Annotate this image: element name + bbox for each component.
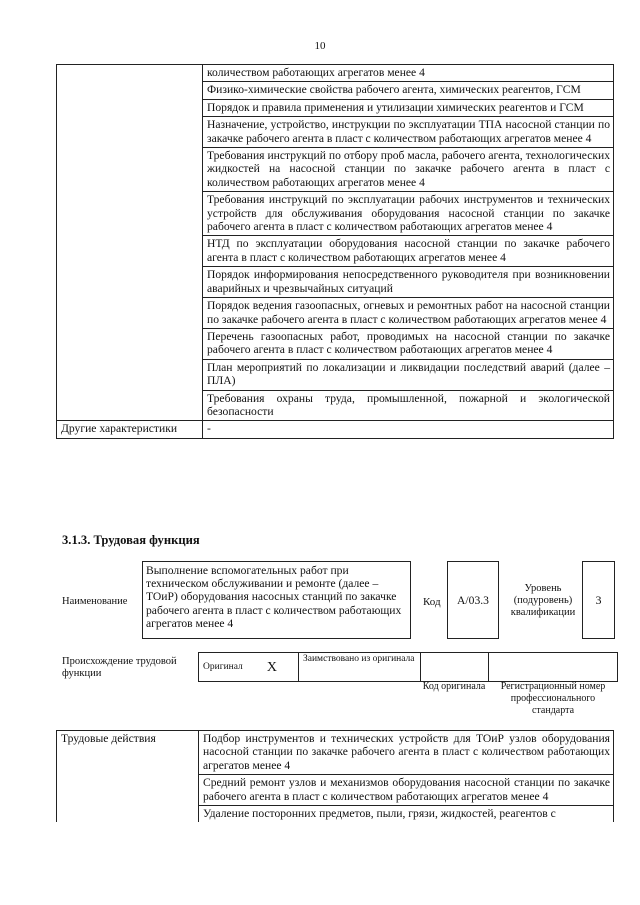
knowledge-item: Порядок и правила применения и утилизации химических реагентов и ГСМ: [203, 99, 614, 116]
original-mark: X: [266, 659, 277, 675]
knowledge-item: Требования инструкций по эксплуатации рабочих инструментов и технических устройств для обслуживания оборудования насосной станции по закачке рабочего агента в пласт с количеством работающих агрегатов менее 4: [203, 192, 614, 236]
reg-number-caption: Регистрационный номер профессионального стандарта: [500, 681, 606, 716]
knowledge-item: Порядок информирования непосредственного руководителя при возникновении аварийных и чрезвычайных ситуаций: [203, 267, 614, 298]
original-label: Оригинал: [203, 661, 243, 672]
labor-actions-label: Трудовые действия: [57, 731, 199, 823]
page-number: 10: [314, 40, 326, 52]
original-code-cell: [421, 653, 489, 681]
qualification-level-box: 3: [582, 561, 615, 639]
original-code-caption: Код оригинала: [422, 681, 486, 692]
origin-box: [198, 652, 618, 682]
labor-action-item: Подбор инструментов и технических устройств для ТОиР узлов оборудования насосной станции по закачке рабочего агента в пласт с количеством работающих агрегатов менее 4: [199, 731, 614, 775]
knowledge-label-cell: [57, 65, 203, 421]
function-code-box: А/03.3: [447, 561, 499, 639]
knowledge-item: НТД по эксплуатации оборудования насосной станции по закачке рабочего агента в пласт с количеством работающих агрегатов менее 4: [203, 236, 614, 267]
qualification-level-label: Уровень (подуровень) квалификации: [510, 583, 576, 618]
original-cell: [199, 653, 299, 681]
knowledge-item: Порядок ведения газоопасных, огневых и ремонтных работ на насосной станции по закачке рабочего агента в пласт с количеством работающих агрегатов менее 4: [203, 298, 614, 329]
labor-action-item: Удаление посторонних предметов, пыли, грязи, жидкостей, реагентов с: [199, 806, 614, 823]
reg-number-cell: [489, 653, 617, 681]
function-name-box: Выполнение вспомогательных работ при техническом обслуживании и ремонте (далее – ТОиР) оборудования насосных станций по закачке рабочего агента в пласт с количеством работающих агрегатов менее 4: [142, 561, 411, 639]
knowledge-item: Требования охраны труда, промышленной, пожарной и экологической безопасности: [203, 390, 614, 421]
knowledge-item: План мероприятий по локализации и ликвидации последствий аварий (далее – ПЛА): [203, 359, 614, 390]
knowledge-item: количеством работающих агрегатов менее 4: [203, 65, 614, 82]
other-characteristics-value: -: [203, 421, 614, 438]
knowledge-item: Назначение, устройство, инструкции по эксплуатации ТПА насосной станции по закачке рабочего агента в пласт с количеством работающих агрегатов менее 4: [203, 117, 614, 148]
other-characteristics-label: Другие характеристики: [57, 421, 203, 438]
labor-action-item: Средний ремонт узлов и механизмов оборудования насосной станции по закачке рабочего агента в пласт с количеством работающих агрегатов менее 4: [199, 775, 614, 806]
name-label: Наименование: [62, 596, 128, 607]
knowledge-item: Требования инструкций по отбору проб масла, рабочего агента, технологических жидкостей на насосной станции по закачке рабочего агента в пласт с количеством работающих агрегатов менее 4: [203, 148, 614, 192]
section-title: 3.1.3. Трудовая функция: [62, 533, 200, 547]
borrowed-cell: Заимствовано из оригинала: [299, 653, 421, 681]
knowledge-item: Перечень газоопасных работ, проводимых на насосной станции по закачке рабочего агента в пласт с количеством работающих агрегатов менее 4: [203, 328, 614, 359]
labor-actions-table: [56, 730, 614, 822]
origin-label: Происхождение трудовой функции: [62, 656, 177, 679]
knowledge-item: Физико-химические свойства рабочего агента, химических реагентов, ГСМ: [203, 82, 614, 99]
code-label: Код: [423, 596, 441, 608]
knowledge-table: [56, 64, 614, 439]
